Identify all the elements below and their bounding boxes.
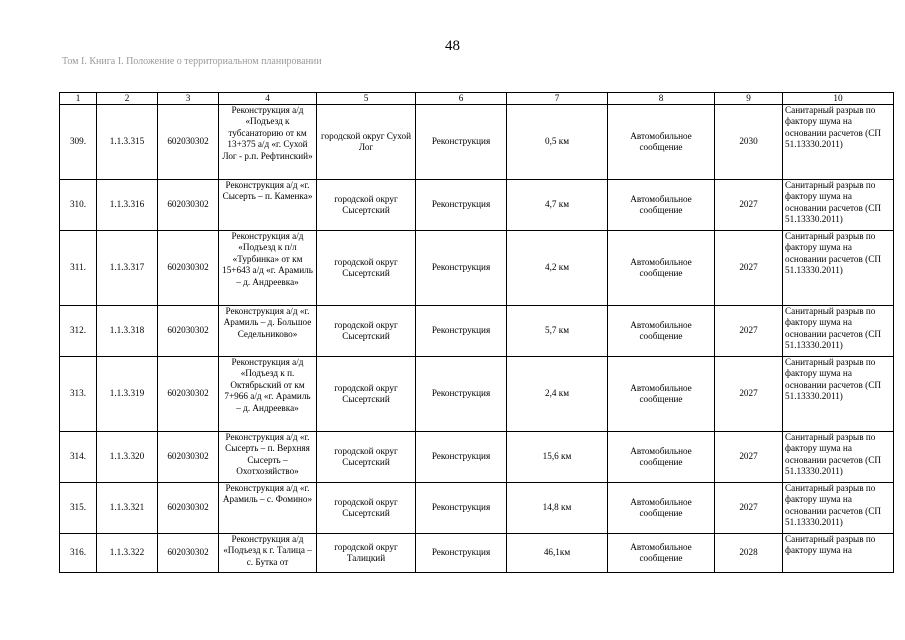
object-name: Реконструкция а/д «г. Арамиль – с. Фомино» [219, 483, 317, 534]
table-row [60, 483, 894, 534]
header-row [60, 93, 894, 105]
length: 4,7 км [507, 180, 608, 231]
purpose: Автомобильное сообщение [608, 231, 715, 306]
year: 2027 [715, 432, 783, 483]
column-header: 1 [60, 93, 97, 105]
object-code: 1.1.3.317 [97, 231, 158, 306]
municipality: городской округ Сысертский [317, 306, 416, 357]
object-name: Реконструкция а/д «Подъезд к тубсанаторию от км 13+375 а/д «г. Сухой Лог - р.п. Рефтинский» [219, 105, 317, 180]
length: 14,8 км [507, 483, 608, 534]
zone: Санитарный разрыв по фактору шума на основании расчетов (СП 51.13330.2011) [783, 180, 894, 231]
row-number: 310. [60, 180, 97, 231]
length: 2,4 км [507, 357, 608, 432]
municipality: городской округ Сысертский [317, 357, 416, 432]
municipality: городской округ Сухой Лог [317, 105, 416, 180]
object-name: Реконструкция а/д «Подъезд к п. Октябрьский от км 7+966 а/д «г. Арамиль – д. Андреевка» [219, 357, 317, 432]
object-code: 1.1.3.316 [97, 180, 158, 231]
year: 2028 [715, 534, 783, 573]
object-id: 602030302 [158, 231, 219, 306]
object-name: Реконструкция а/д «Подъезд к г. Талица – с. Бутка от [219, 534, 317, 573]
column-header: 4 [219, 93, 317, 105]
municipality: городской округ Сысертский [317, 432, 416, 483]
year: 2027 [715, 357, 783, 432]
data-table [59, 92, 894, 573]
object-code: 1.1.3.320 [97, 432, 158, 483]
purpose: Автомобильное сообщение [608, 357, 715, 432]
object-name: Реконструкция а/д «г. Сысерть – п. Верхняя Сысерть – Охотхозяйство» [219, 432, 317, 483]
row-number: 314. [60, 432, 97, 483]
year: 2027 [715, 231, 783, 306]
row-number: 311. [60, 231, 97, 306]
object-code: 1.1.3.321 [97, 483, 158, 534]
object-code: 1.1.3.319 [97, 357, 158, 432]
object-code: 1.1.3.318 [97, 306, 158, 357]
object-name: Реконструкция а/д «Подъезд к п/л «Турбинка» от км 15+643 а/д «г. Арамиль – д. Андреевка» [219, 231, 317, 306]
object-id: 602030302 [158, 432, 219, 483]
municipality: городской округ Сысертский [317, 483, 416, 534]
work-type: Реконструкция [416, 357, 507, 432]
length: 46,1км [507, 534, 608, 573]
zone: Санитарный разрыв по фактору шума на основании расчетов (СП 51.13330.2011) [783, 432, 894, 483]
object-name: Реконструкция а/д «г. Сысерть – п. Каменка» [219, 180, 317, 231]
object-id: 602030302 [158, 357, 219, 432]
length: 15,6 км [507, 432, 608, 483]
year: 2027 [715, 306, 783, 357]
zone: Санитарный разрыв по фактору шума на основании расчетов (СП 51.13330.2011) [783, 357, 894, 432]
year: 2027 [715, 180, 783, 231]
object-id: 602030302 [158, 483, 219, 534]
length: 5,7 км [507, 306, 608, 357]
zone: Санитарный разрыв по фактору шума на основании расчетов (СП 51.13330.2011) [783, 231, 894, 306]
zone: Санитарный разрыв по фактору шума на [783, 534, 894, 573]
column-header: 7 [507, 93, 608, 105]
column-header: 6 [416, 93, 507, 105]
table-row [60, 534, 894, 573]
row-number: 312. [60, 306, 97, 357]
work-type: Реконструкция [416, 534, 507, 573]
column-header: 3 [158, 93, 219, 105]
work-type: Реконструкция [416, 483, 507, 534]
object-code: 1.1.3.322 [97, 534, 158, 573]
length: 0,5 км [507, 105, 608, 180]
column-header: 10 [783, 93, 894, 105]
table-row [60, 357, 894, 432]
work-type: Реконструкция [416, 231, 507, 306]
table-row [60, 180, 894, 231]
page-number: 48 [445, 38, 460, 54]
purpose: Автомобильное сообщение [608, 105, 715, 180]
purpose: Автомобильное сообщение [608, 180, 715, 231]
zone: Санитарный разрыв по фактору шума на основании расчетов (СП 51.13330.2011) [783, 483, 894, 534]
row-number: 313. [60, 357, 97, 432]
purpose: Автомобильное сообщение [608, 306, 715, 357]
table-row [60, 231, 894, 306]
row-number: 309. [60, 105, 97, 180]
work-type: Реконструкция [416, 306, 507, 357]
column-header: 5 [317, 93, 416, 105]
object-id: 602030302 [158, 306, 219, 357]
column-header: 8 [608, 93, 715, 105]
column-header: 9 [715, 93, 783, 105]
object-name: Реконструкция а/д «г. Арамиль – д. Большое Седельниково» [219, 306, 317, 357]
zone: Санитарный разрыв по фактору шума на основании расчетов (СП 51.13330.2011) [783, 105, 894, 180]
municipality: городской округ Сысертский [317, 180, 416, 231]
municipality: городской округ Талицкий [317, 534, 416, 573]
purpose: Автомобильное сообщение [608, 432, 715, 483]
municipality: городской округ Сысертский [317, 231, 416, 306]
purpose: Автомобильное сообщение [608, 483, 715, 534]
zone: Санитарный разрыв по фактору шума на основании расчетов (СП 51.13330.2011) [783, 306, 894, 357]
year: 2030 [715, 105, 783, 180]
object-code: 1.1.3.315 [97, 105, 158, 180]
object-id: 602030302 [158, 105, 219, 180]
object-id: 602030302 [158, 180, 219, 231]
length: 4,2 км [507, 231, 608, 306]
work-type: Реконструкция [416, 432, 507, 483]
row-number: 315. [60, 483, 97, 534]
year: 2027 [715, 483, 783, 534]
document-header: Том I. Книга I. Положение о территориальном планировании [62, 56, 322, 67]
table-row [60, 432, 894, 483]
purpose: Автомобильное сообщение [608, 534, 715, 573]
work-type: Реконструкция [416, 105, 507, 180]
column-header: 2 [97, 93, 158, 105]
object-id: 602030302 [158, 534, 219, 573]
row-number: 316. [60, 534, 97, 573]
work-type: Реконструкция [416, 180, 507, 231]
table-row [60, 105, 894, 180]
table-row [60, 306, 894, 357]
